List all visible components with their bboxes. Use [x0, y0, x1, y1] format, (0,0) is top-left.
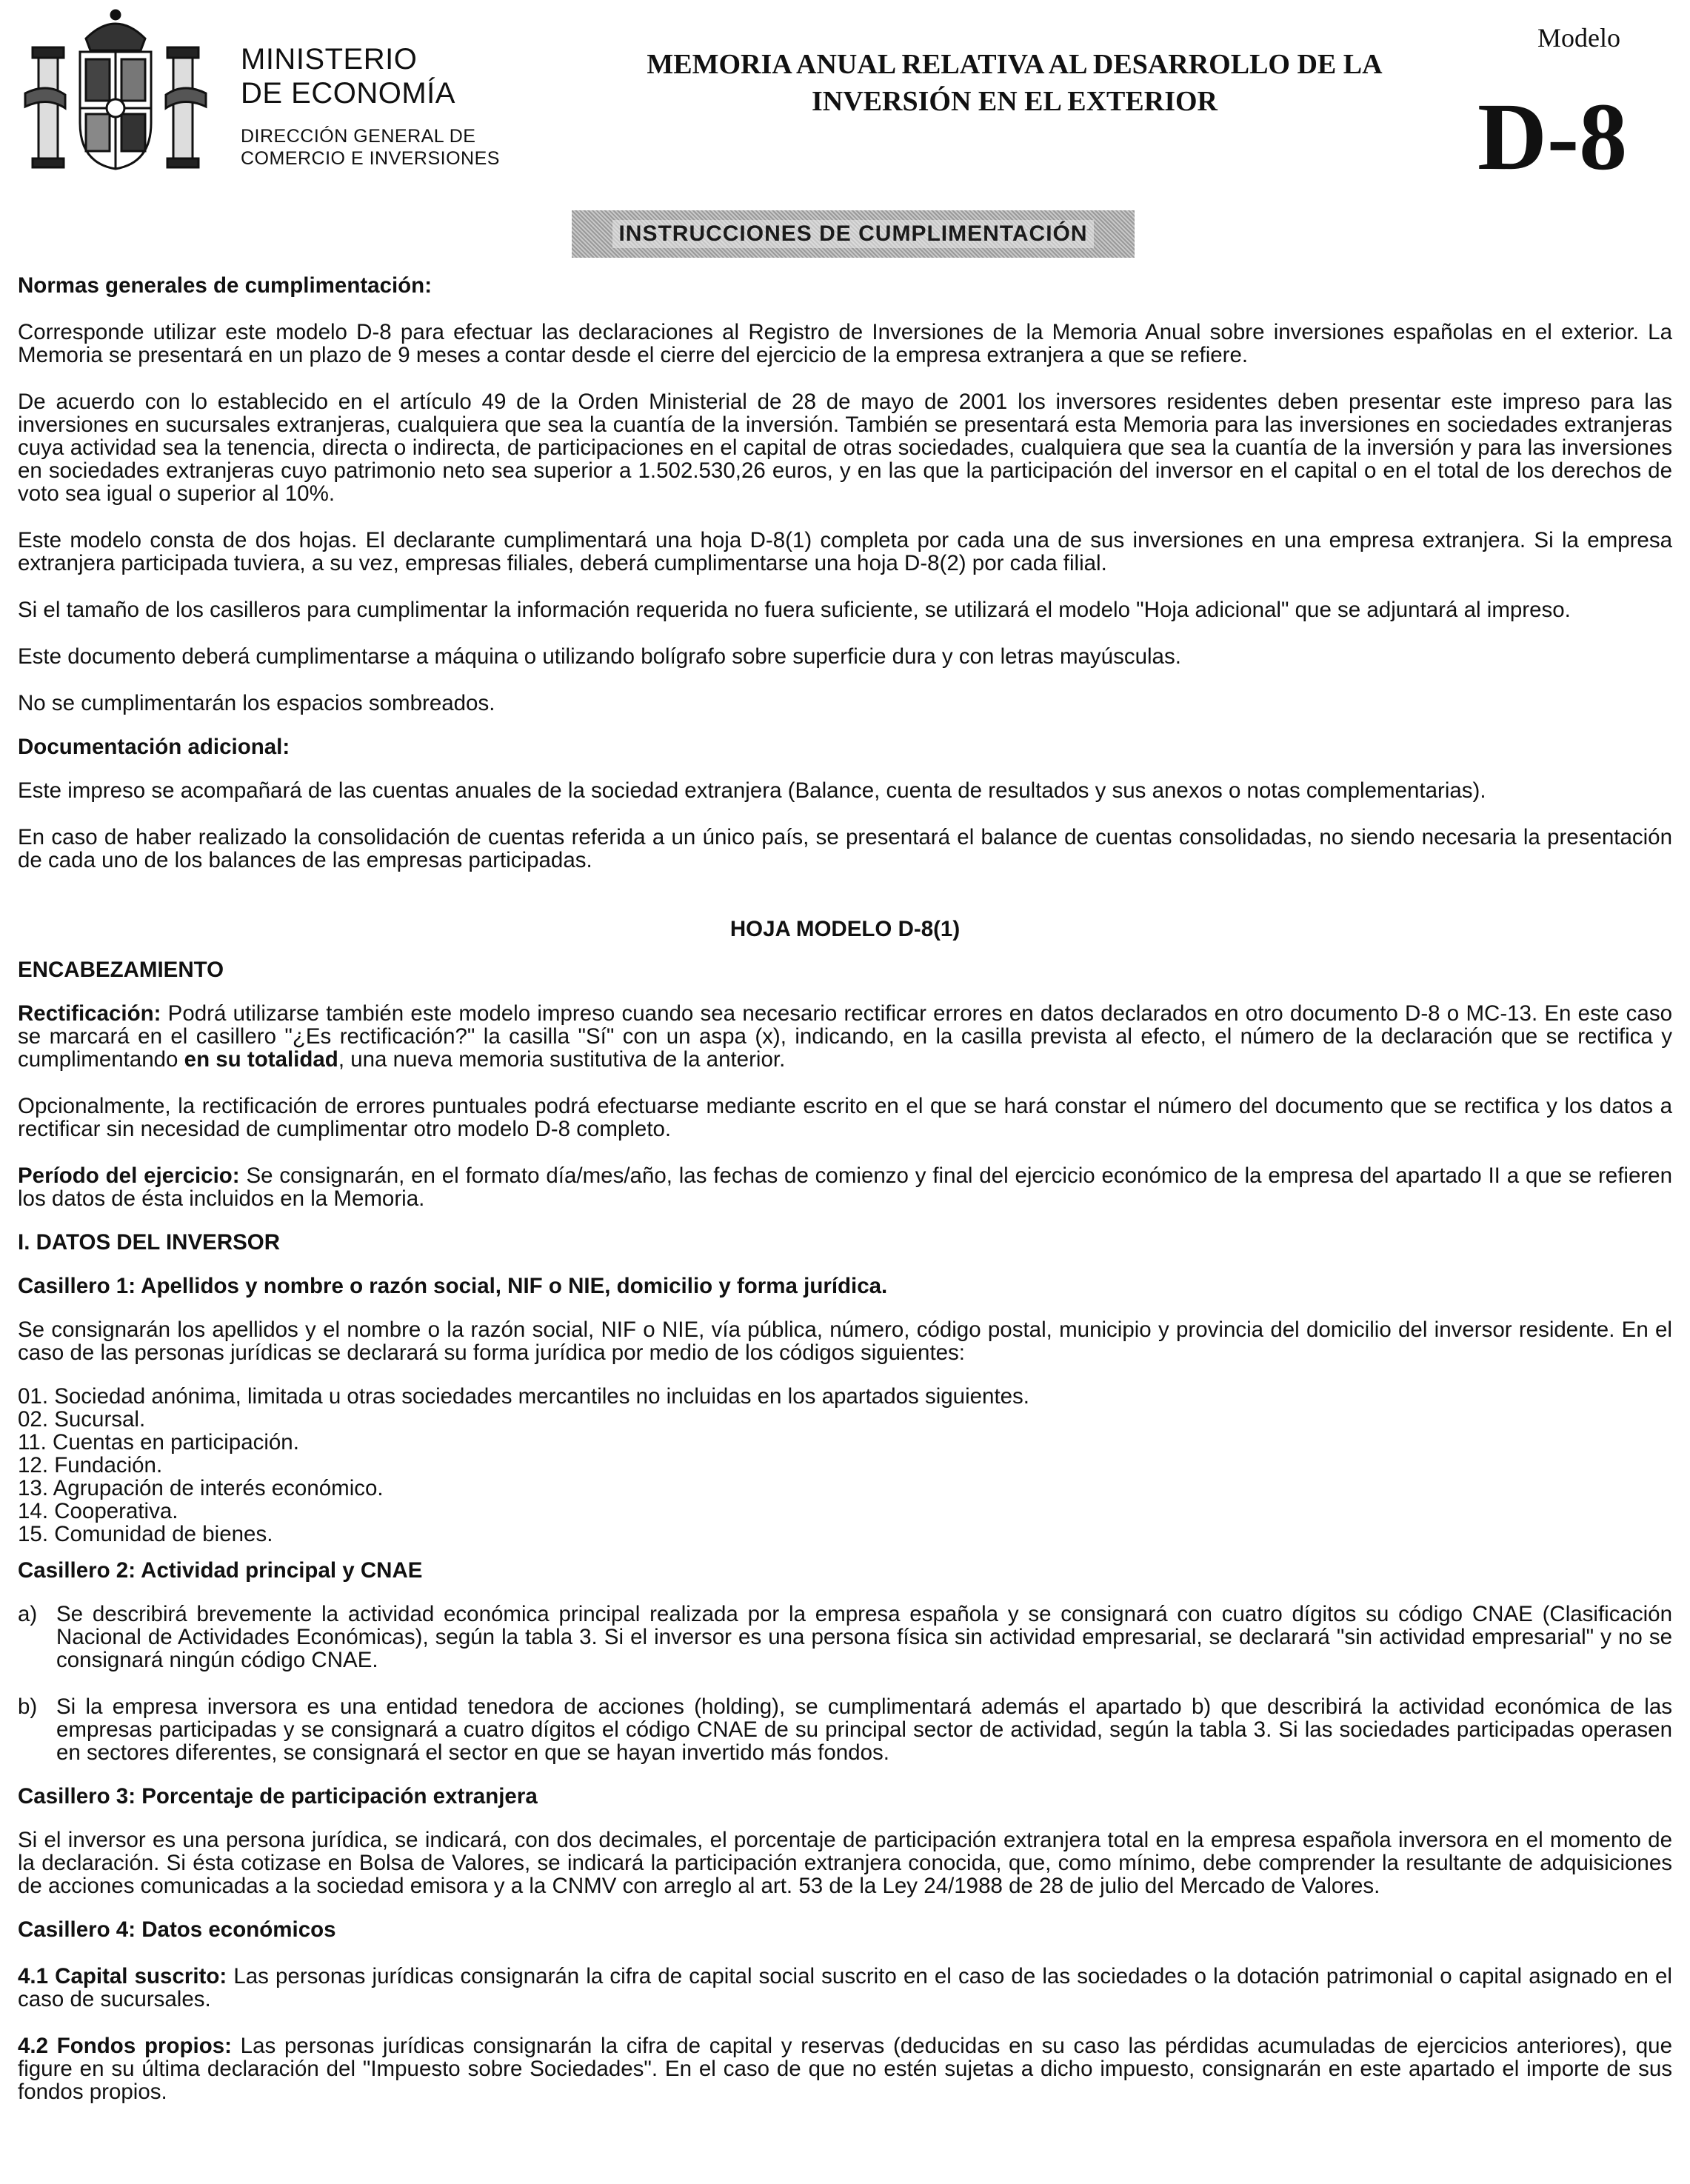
forma-juridica-code-list — [18, 1385, 1672, 1546]
paragraph: De acuerdo con lo establecido en el artículo 49 de la Orden Ministerial de 28 de mayo de 2001 los inversores residentes deben presentar este impreso para las inversiones en sucursales extranjeras, cualquiera que sea la cuantía de la inversión. También se presentará esta Memoria para las inversiones en sociedades extranjeras cuya actividad sea la tenencia, directa o indirecta, de participaciones en el capital de otras sociedades, cualquiera que sea la cuantía de la inversión y para las inversiones en sociedades extranjeras cuyo patrimonio neto sea superior a 1.502.530,26 euros, y en las que la participación del inversor en el capital o en el total de los derechos de voto sea igual o superior al 10%. — [18, 390, 1672, 506]
list-item: 12. Fundación. — [18, 1453, 163, 1477]
paragraph: Se consignarán los apellidos y el nombre o la razón social, NIF o NIE, vía pública, número, código postal, municipio y provincia del domicilio del inversor residente. En el caso de las personas jurídicas se declarará su forma jurídica por medio de los códigos siguientes: — [18, 1318, 1672, 1365]
capital-suscrito-text: Las personas jurídicas consignarán la cifra de capital social suscrito en el caso de las sociedades o la dotación patrimonial o capital asignado en el caso de sucursales. — [18, 1964, 1672, 2011]
item-label-a: a) — [18, 1602, 38, 1626]
periodo-text: Se consignarán, en el formato día/mes/año, las fechas de comienzo y final del ejercicio económico de la empresa del apartado II a que se refieren los datos de ésta incluidos en la Memoria. — [18, 1163, 1672, 1211]
paragraph-capital-suscrito — [18, 1965, 1672, 2011]
paragraph: Si el inversor es una persona jurídica, se indicará, con dos decimales, el porcentaje de participación extranjera total en la empresa española inversora en el momento de la declaración. Si ésta cotizase en Bolsa de Valores, se indicará la participación extranjera conocida, que, como mínimo, debe comprender la resultante de adquisiciones de acciones comunicadas a la sociedad emisora y a la CNMV con arreglo al art. 53 de la Ley 24/1988 de 28 de julio del Mercado de Valores. — [18, 1828, 1672, 1898]
section-heading-documentacion: Documentación adicional: — [18, 735, 290, 759]
instructions-banner-text: INSTRUCCIONES DE CUMPLIMENTACIÓN — [612, 220, 1093, 248]
list-item: 13. Agrupación de interés económico. — [18, 1476, 384, 1500]
paragraph-fondos-propios — [18, 2034, 1672, 2103]
paragraph-periodo — [18, 1164, 1672, 1210]
coat-of-arms-logo — [18, 4, 213, 173]
periodo-label: Período del ejercicio: — [18, 1163, 240, 1188]
rectificacion-text-b: , una nueva memoria sustitutiva de la anterior. — [338, 1047, 786, 1072]
hoja-heading: HOJA MODELO D-8(1) — [729, 917, 961, 941]
section-heading-encabezamiento: ENCABEZAMIENTO — [18, 958, 224, 982]
fondos-propios-text: Las personas jurídicas consignarán la cifra de capital y reservas (deducidas en su caso las pérdidas acumuladas de ejercicios anteriores), que figure en su última declaración del "Impuesto sobre Sociedades". En el caso de que no estén sujetas a dicho impuesto, consignarán en este apartado el importe de sus fondos propios. — [18, 2034, 1672, 2104]
modelo-code: D-8 — [1477, 84, 1628, 190]
list-item: 15. Comunidad de bienes. — [18, 1522, 273, 1546]
item-text-b: Si la empresa inversora es una entidad tenedora de acciones (holding), se cumplimentará además el apartado b) que describirá la actividad económica de las empresas participadas y se consignará a cuatro dígitos el código CNAE de su principal sector de actividad, según la tabla 3. Si las sociedades participadas operasen en sectores diferentes, se consignará el sector en que se hayan invertido más fondos. — [56, 1694, 1672, 1765]
paragraph: En caso de haber realizado la consolidación de cuentas referida a un único país, se presentará el balance de cuentas consolidadas, no siendo necesaria la presentación de cada uno de los balances de las empresas participadas. — [18, 825, 1672, 872]
capital-suscrito-label: 4.1 Capital suscrito: — [18, 1964, 227, 1988]
casillero-3-heading: Casillero 3: Porcentaje de participación extranjera — [18, 1784, 538, 1809]
instructions-banner — [572, 210, 1135, 258]
paragraph: Este modelo consta de dos hojas. El declarante cumplimentará una hoja D-8(1) completa por cada una de sus inversiones en una empresa extranjera. Si la empresa extranjera participada tuviera, a su vez, empresas filiales, deberá cumplimentarse una hoja D-8(2) por cada filial. — [18, 528, 1672, 575]
paragraph-rectificacion — [18, 1002, 1672, 1071]
document-title-line-2: INVERSIÓN EN EL EXTERIOR — [812, 86, 1218, 117]
rectificacion-bold: en su totalidad — [184, 1047, 338, 1072]
casillero-2-heading: Casillero 2: Actividad principal y CNAE — [18, 1558, 423, 1583]
instructions-body — [18, 274, 1672, 2103]
list-item: 02. Sucursal. — [18, 1407, 146, 1432]
fondos-propios-label: 4.2 Fondos propios: — [18, 2034, 232, 2058]
list-item: 01. Sociedad anónima, limitada u otras sociedades mercantiles no incluidas en los apartados siguientes. — [18, 1384, 1030, 1409]
list-item: 14. Cooperativa. — [18, 1499, 178, 1523]
paragraph: Este documento deberá cumplimentarse a máquina o utilizando bolígrafo sobre superficie dura y con letras mayúsculas. — [18, 644, 1181, 669]
item-text-a: Se describirá brevemente la actividad económica principal realizada por la empresa española y se consignará con cuatro dígitos su código CNAE (Clasificación Nacional de Actividades Económicas), según la tabla 3. Si el inversor es una persona física sin actividad empresarial, se declarará "sin actividad empresarial" y no se consignará ningún código CNAE. — [56, 1602, 1672, 1672]
casillero-2-item-a — [18, 1603, 1672, 1672]
paragraph: Este impreso se acompañará de las cuentas anuales de la sociedad extranjera (Balance, cuenta de resultados y sus anexos o notas complementarias). — [18, 778, 1486, 803]
rectificacion-label: Rectificación: — [18, 1001, 161, 1026]
directorate-line-1: DIRECCIÓN GENERAL DE — [241, 126, 476, 147]
rectificacion-text-a: Podrá utilizarse también este modelo impreso cuando sea necesario rectificar errores en datos declarados en otro documento D-8 o MC-13. En este caso se marcará en el casillero "¿Es rectificación?" la casilla "Sí" con un aspa (x), indicando, en la casilla prevista al efecto, el número de la declaración que se rectifica y cumplimentando — [18, 1001, 1672, 1072]
section-heading-normas: Normas generales de cumplimentación: — [18, 273, 432, 298]
casillero-1-heading: Casillero 1: Apellidos y nombre o razón social, NIF o NIE, domicilio y forma jurídica. — [18, 1274, 888, 1298]
paragraph: Corresponde utilizar este modelo D-8 para efectuar las declaraciones al Registro de Inversiones de la Memoria Anual sobre inversiones españolas en el exterior. La Memoria se presentará en un plazo de 9 meses a contar desde el cierre del ejercicio de la empresa extranjera a que se refiere. — [18, 320, 1672, 367]
paragraph: Si el tamaño de los casilleros para cumplimentar la información requerida no fuera suficiente, se utilizará el modelo "Hoja adicional" que se adjuntará al impreso. — [18, 598, 1571, 622]
modelo-label: Modelo — [1537, 23, 1620, 53]
directorate-line-2: COMERCIO E INVERSIONES — [241, 148, 500, 169]
ministry-name-line-2: DE ECONOMÍA — [241, 77, 455, 110]
paragraph: No se cumplimentarán los espacios sombreados. — [18, 691, 495, 715]
list-item: 11. Cuentas en participación. — [18, 1430, 299, 1455]
section-heading-datos-inversor: I. DATOS DEL INVERSOR — [18, 1230, 281, 1255]
casillero-2-item-b — [18, 1695, 1672, 1764]
document-title — [570, 46, 1459, 120]
item-label-b: b) — [18, 1694, 38, 1719]
document-title-line-1: MEMORIA ANUAL RELATIVA AL DESARROLLO DE LA — [647, 49, 1383, 80]
ministry-name-line-1: MINISTERIO — [241, 43, 418, 76]
paragraph: Opcionalmente, la rectificación de errores puntuales podrá efectuarse mediante escrito en el que se hará constar el número del documento que se rectifica y los datos a rectificar sin necesidad de cumplimentar otro modelo D-8 completo. — [18, 1094, 1672, 1141]
casillero-4-heading: Casillero 4: Datos económicos — [18, 1917, 336, 1942]
